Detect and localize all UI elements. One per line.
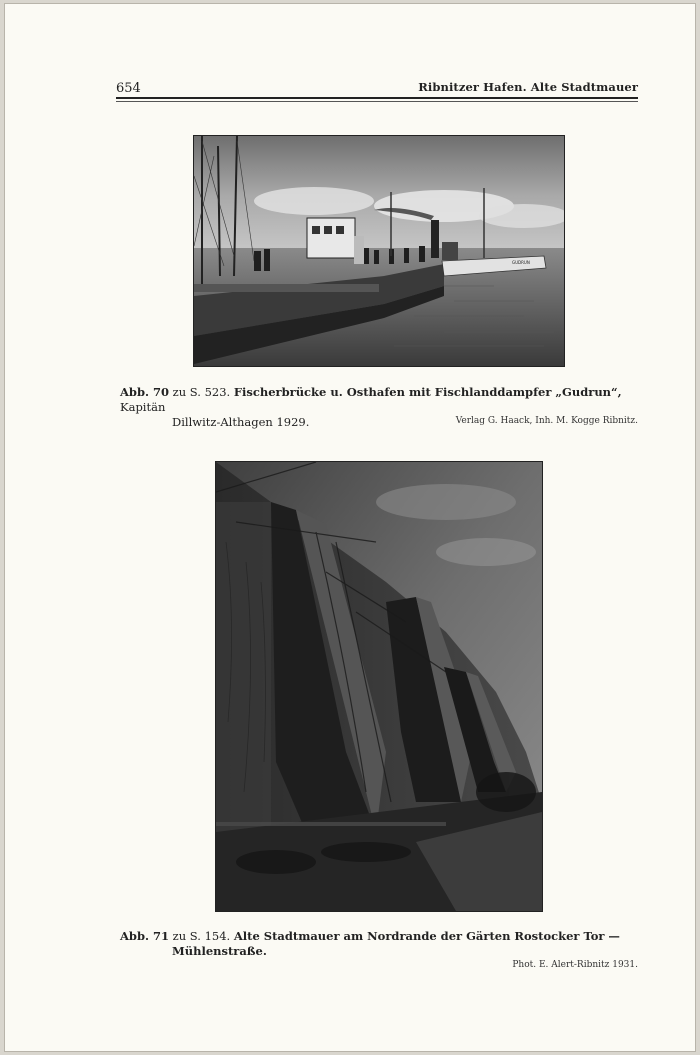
figure-70-ref: zu S. 523. [172, 385, 231, 399]
figure-70-title-rest: Kapitän [120, 400, 166, 414]
figure-70-label: Abb. 70 [120, 385, 170, 399]
figure-70-caption-line2: Dillwitz-Althagen 1929. [172, 415, 310, 429]
running-title: Ribnitzer Hafen. Alte Stadtmauer [418, 80, 638, 94]
figure-71-title: Alte Stadtmauer am Nordrande der Gärten Rostocker Tor — [233, 929, 620, 943]
figure-70-title: Fischerbrücke u. Osthafen mit Fischlanddampfer „Gudrun“, [233, 385, 622, 399]
page-number: 654 [116, 81, 141, 96]
old-town-wall-photo [215, 461, 543, 912]
figure-71-caption-line2: Mühlenstraße. [172, 944, 267, 958]
boat-name-label: GUDRUN [512, 260, 530, 265]
figure-71-credit: Phot. E. Alert-Ribnitz 1931. [512, 960, 638, 970]
harbour-steamer-photo [193, 135, 565, 367]
figure-71-ref: zu S. 154. [172, 929, 231, 943]
figure-70-credit: Verlag G. Haack, Inh. M. Kogge Ribnitz. [455, 416, 638, 426]
figure-71-caption [120, 929, 640, 959]
header-rule-thin [116, 101, 638, 102]
figure-71-label: Abb. 71 [120, 929, 170, 943]
header-rule [116, 97, 638, 99]
